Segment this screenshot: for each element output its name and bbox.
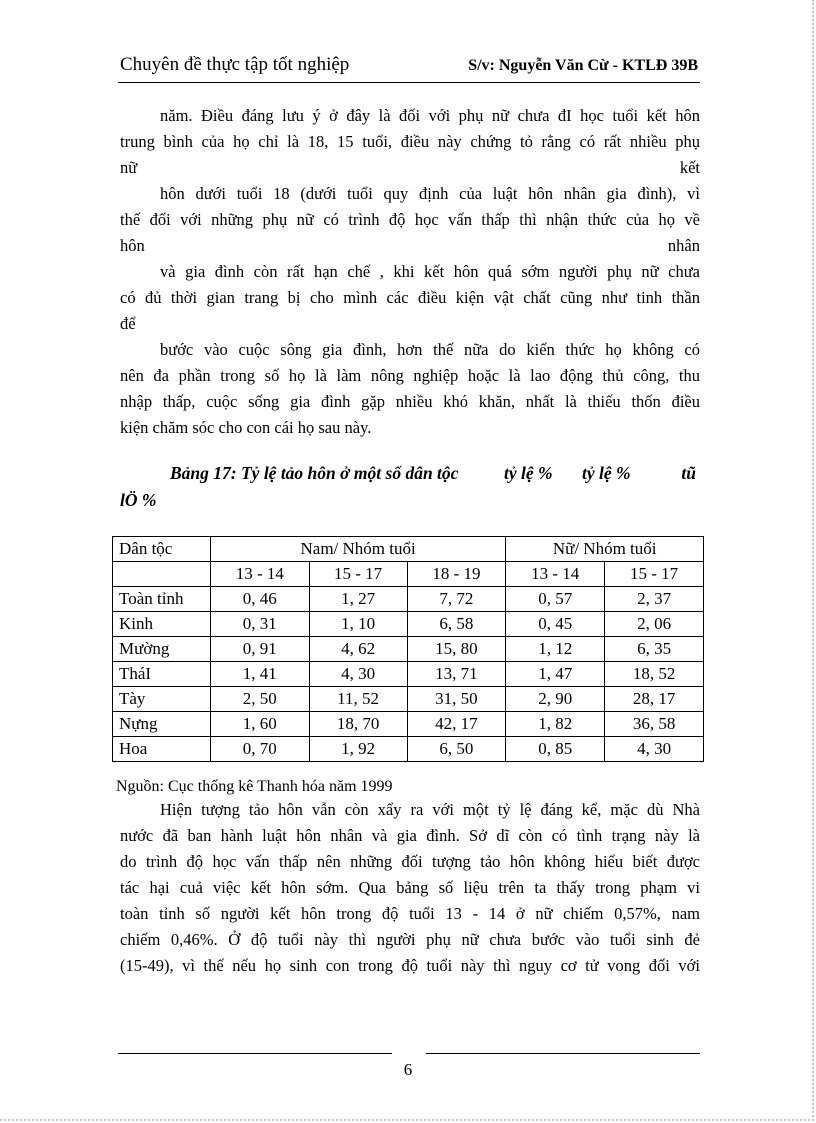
data-table [112, 536, 704, 762]
text-line: chiếm 0,46%. Ở độ tuổi này thì người phụ nữ chưa bước vào tuổi sinh đẻ [120, 930, 700, 949]
table-cell: 0, 91 [210, 637, 309, 662]
table-cell: 0, 46 [210, 587, 309, 612]
age-header: 13 - 14 [210, 562, 309, 587]
caption-fragment: tỷ lệ % [582, 463, 631, 483]
table-cell: 31, 50 [407, 687, 506, 712]
table-age-row [113, 562, 704, 587]
text-line: (15-49), vì thế nếu họ sinh con trong độ tuổi này thì nguy cơ tử vong đối với [120, 956, 700, 975]
table-row [113, 712, 704, 737]
header-author: S/v: Nguyễn Văn Cừ - KTLĐ 39B [468, 57, 698, 74]
text-line: kiện chăm sóc cho con cái họ sau này. [120, 418, 372, 437]
text-line: tác hại cuả việc kết hôn sớm. Qua bảng số liệu trên ta thấy trong phạm vi [120, 878, 700, 897]
table-header-row [113, 537, 704, 562]
table-cell: 2, 50 [210, 687, 309, 712]
age-header: 15 - 17 [309, 562, 407, 587]
table-cell: 2, 37 [605, 587, 704, 612]
table-row [113, 637, 704, 662]
table-cell: 4, 62 [309, 637, 407, 662]
table-row [113, 662, 704, 687]
table-cell: 4, 30 [309, 662, 407, 687]
table-cell: 0, 57 [506, 587, 605, 612]
footer-rule-right [426, 1053, 700, 1054]
table-cell: 13, 71 [407, 662, 506, 687]
page-header [118, 52, 700, 83]
table-cell: 15, 80 [407, 637, 506, 662]
age-header: 13 - 14 [506, 562, 605, 587]
row-label: Mường [113, 637, 211, 662]
row-label: Nựng [113, 712, 211, 737]
table-cell: 36, 58 [605, 712, 704, 737]
text-line: để [120, 314, 136, 333]
table-cell: 18, 70 [309, 712, 407, 737]
table-cell: 1, 82 [506, 712, 605, 737]
text-line: và gia đình còn rất hạn chế , khi kết hôn quá sớm người phụ nữ chưa [160, 262, 700, 281]
table-cell: 28, 17 [605, 687, 704, 712]
table-cell: 0, 85 [506, 737, 605, 762]
caption-title: Bảng 17: Tỷ lệ tảo hôn ở một số dân tộc [170, 463, 459, 483]
row-label: Hoa [113, 737, 211, 762]
text-line: có đủ thời gian trang bị cho mình các điều kiện vật chất cũng như tinh thần [120, 288, 700, 307]
table-cell: 2, 06 [605, 612, 704, 637]
row-label: Toàn tỉnh [113, 587, 211, 612]
table-row [113, 587, 704, 612]
text-line: toàn tỉnh số người kết hôn trong độ tuổi 13 - 14 ở nữ chiếm 0,57%, nam [120, 904, 700, 923]
table-cell: 0, 70 [210, 737, 309, 762]
table-cell: 1, 41 [210, 662, 309, 687]
text-line: kết [679, 158, 700, 177]
row-label: Tày [113, 687, 211, 712]
row-label: TháI [113, 662, 211, 687]
table-cell: 11, 52 [309, 687, 407, 712]
table-cell: 18, 52 [605, 662, 704, 687]
text-line: hôn [120, 236, 145, 255]
footer-rule-left [118, 1053, 392, 1054]
text-line: nhân [667, 236, 700, 255]
table-cell: 4, 30 [605, 737, 704, 762]
page-number: 6 [403, 1060, 413, 1079]
text-line: hôn dưới tuổi 18 (dưới tuổi quy định của luật hôn nhân gia đình), vì [160, 184, 700, 203]
table-source: Nguồn: Cục thống kê Thanh hóa năm 1999 [116, 778, 393, 795]
table-cell: 6, 58 [407, 612, 506, 637]
text-line: nên đa phần trong số họ là làm nông nghiệp hoặc là lao động thủ công, thu [120, 366, 700, 385]
table-cell: 0, 45 [506, 612, 605, 637]
text-line: bước vào cuộc sông gia đình, hơn thế nữa do kiến thức họ không có [160, 340, 700, 359]
text-line: nữ [120, 158, 138, 177]
table-cell: 7, 72 [407, 587, 506, 612]
table-cell: 1, 60 [210, 712, 309, 737]
header-ethnic: Dân tộc [113, 537, 211, 562]
table-cell: 42, 17 [407, 712, 506, 737]
table-row [113, 612, 704, 637]
table-cell: 2, 90 [506, 687, 605, 712]
text-line: nhập thấp, cuộc sống gia đình gặp nhiều khó khăn, nhất là thiếu thốn điều [120, 392, 700, 411]
row-label: Kinh [113, 612, 211, 637]
table-cell [113, 562, 211, 587]
header-male-group: Nam/ Nhóm tuổi [210, 537, 505, 562]
text-line: năm. Điều đáng lưu ý ở đây là đối với phụ nữ chưa đI học tuổi kết hôn [160, 106, 700, 125]
table-cell: 1, 27 [309, 587, 407, 612]
caption-fragment: tỷ lệ % [504, 463, 553, 483]
age-header: 18 - 19 [407, 562, 506, 587]
table-cell: 1, 10 [309, 612, 407, 637]
text-line: nước đã ban hành luật hôn nhân và gia đình. Sở dĩ còn có tình trạng này là [120, 826, 700, 845]
header-title: Chuyên đề thực tập tốt nghiệp [120, 54, 350, 75]
text-line: Hiện tượng tảo hôn vẫn còn xẩy ra với một tỷ lệ đáng kể, mặc dù Nhà [160, 800, 700, 819]
text-line: thế đối với những phụ nữ có trình độ học vấn thấp thì nhận thức của họ về [120, 210, 700, 229]
caption-fragment: tũ [681, 463, 696, 483]
header-female-group: Nữ/ Nhóm tuổi [506, 537, 704, 562]
table-cell: 0, 31 [210, 612, 309, 637]
table-row [113, 687, 704, 712]
table-cell: 1, 92 [309, 737, 407, 762]
text-line: trung bình của họ chỉ là 18, 15 tuổi, điều này chứng tỏ rằng có rất nhiều phụ [120, 132, 700, 151]
table-cell: 1, 47 [506, 662, 605, 687]
table-cell: 6, 50 [407, 737, 506, 762]
age-header: 15 - 17 [605, 562, 704, 587]
text-line: do trình độ học vấn thấp nên những đối tượng tảo hôn không hiểu biết được [120, 852, 700, 871]
table-cell: 1, 12 [506, 637, 605, 662]
table-row [113, 737, 704, 762]
table-cell: 6, 35 [605, 637, 704, 662]
caption-fragment: lÖ % [120, 490, 157, 510]
